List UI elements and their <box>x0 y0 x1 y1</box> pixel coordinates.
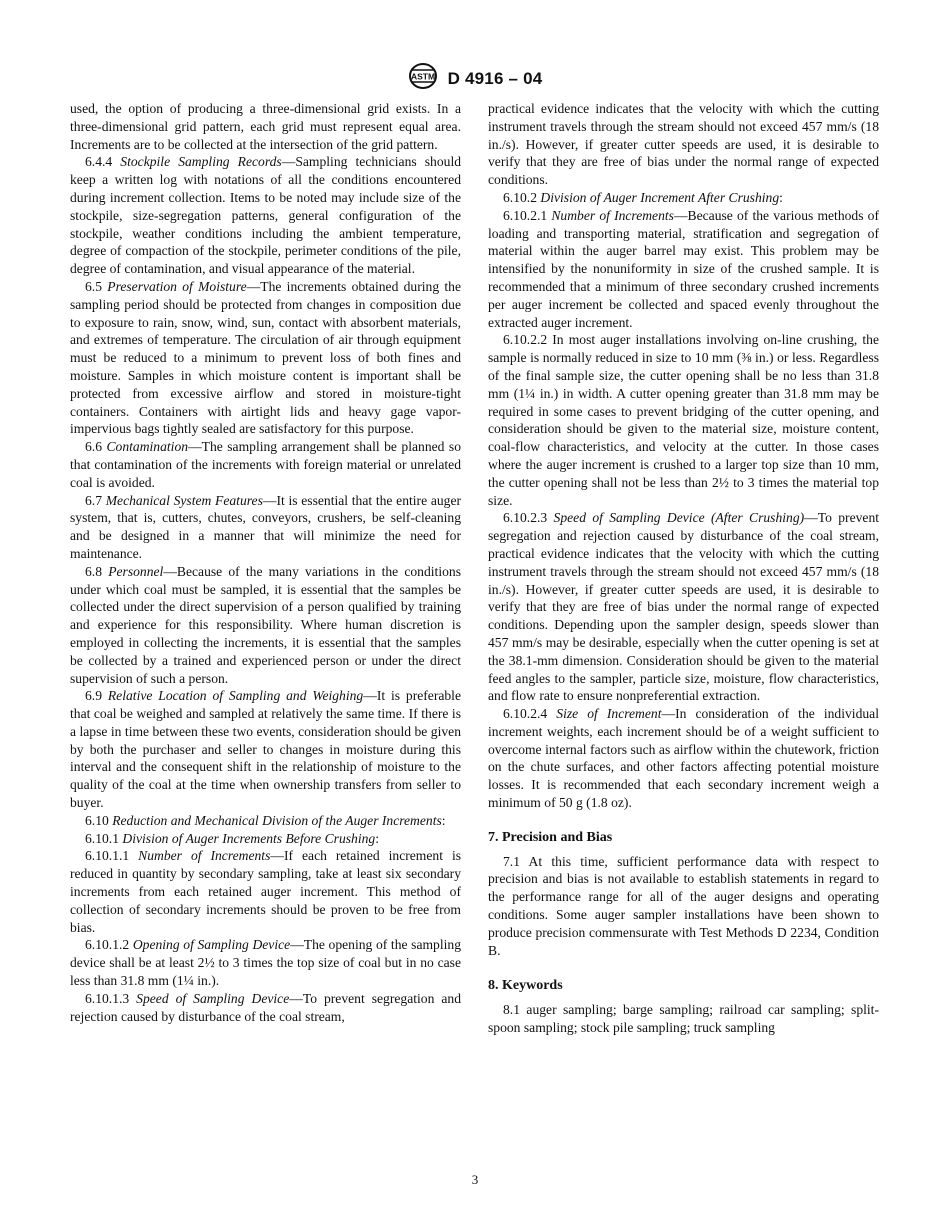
section-text: —It is essential that the entire auger system, that is, cutters, chutes, conveyors, crushers, be self-cleaning and be designed in a manner that will minimize the need for maintenance. <box>70 492 462 561</box>
section-number: 6.7 <box>85 492 102 508</box>
section-number: 6.10.2 <box>503 189 537 205</box>
section-number: 6.10.1.1 <box>85 848 130 864</box>
section-number: 6.8 <box>85 563 102 579</box>
paragraph: practical evidence indicates that the velocity with which the cutting instrument travels through the stream should not exceed 457 mm/s (18 in./s). However, if greater cutter speeds are used, it is desirable to verify that they are free of bias under the normal range of expected conditions. <box>488 101 879 188</box>
section-number: 6.9 <box>85 688 102 704</box>
section-text: —The opening of the sampling device shall be at least 2½ to 3 times the top size of coal but in no case less than 31.8 mm (1¼ in.). <box>70 937 461 989</box>
section-6-10-2-4 <box>488 705 879 812</box>
section-text: At this time, sufficient performance data with respect to precision and bias is not available to establish statements in regard to the performance range for all of the auger designs and operating conditions. Some auger sampler installations have been shown to produce precision commensurate with Test Methods D 2234, Condition B. <box>488 853 879 958</box>
section-text: —Because of the various methods of loading and transporting material, stratification and segregation of material within the auger barrel may exist. This problem may be intensified by the nonuniformity in size of the crushed sample. It is recommended that a minimum of three secondary crushed increments per auger increment be collected and spaced evenly throughout the extracted auger increment. <box>488 207 879 330</box>
section-title: Preservation of Moisture <box>107 278 247 294</box>
section-number: 8.1 <box>503 1002 520 1018</box>
section-6-10-1 <box>70 830 461 848</box>
left-column <box>70 100 461 1025</box>
section-text: —The increments obtained during the sampling period should be protected from changes in composition due to exposure to rain, snow, wind, sun, contact with absorbent materials, and extremes of temperature. The circulation of air through equipment must be reduced to a minimum to prevent loss of both fines and moisture. Samples in which moisture content is important shall be protected from excessive airflow and stored in moisture-tight containers. Containers with airtight lids and heavy gage vapor-impervious bags tightly sealed are satisfactory for this purpose. <box>70 278 461 437</box>
section-text: —Sampling technicians should keep a written log with notations of all the conditions encountered during increment collection. Items to be noted may include size of the stockpile, size-segregation patterns, general configuration of the stockpile, weather conditions including the ambient temperature, degree of compaction of the stockpile, perimeter conditions of the pile, degree of contamination, and visual appearance of the material. <box>70 154 462 277</box>
section-title: Relative Location of Sampling and Weighing <box>107 688 364 704</box>
section-text: auger sampling; barge sampling; railroad car sampling; split-spoon sampling; stock pile sampling; truck sampling <box>488 1002 879 1036</box>
heading-keywords: 8. Keywords <box>488 978 563 994</box>
section-text: —To prevent segregation and rejection caused by disturbance of the coal stream, <box>70 990 461 1024</box>
section-6-10-2-2 <box>488 331 879 509</box>
section-title: Speed of Sampling Device <box>136 990 290 1006</box>
section-number: 6.4.4 <box>85 154 113 170</box>
section-title: Speed of Sampling Device (After Crushing) <box>553 510 805 526</box>
section-number: 6.5 <box>85 278 102 294</box>
section-title: Number of Increments <box>138 848 271 864</box>
section-text: : <box>779 189 783 205</box>
section-title: Number of Increments <box>551 207 674 223</box>
section-number: 6.10.1.2 <box>85 937 130 953</box>
section-text: In most auger installations involving on-line crushing, the sample is normally reduced in size to 10 mm (⅜ in.) or less. Regardless of the final sample size, the cutter opening shall be no less than 31.8 mm (1¼ in.) in width. A cutter opening greater than 31.8 mm may be required in some cases to prevent bridging of the cutter opening, and consideration should be given to the material size, moisture content, coal-flow characteristics, and velocity at the cutter. In those cases where the auger increment is crushed to a larger top size than 10 mm, the cutter opening shall not be less than 2½ to 3 times the material top size. <box>488 332 879 508</box>
section-6-8 <box>70 563 461 688</box>
section-title: Stockpile Sampling Records <box>120 154 282 170</box>
section-8-1 <box>488 1001 879 1037</box>
page-number: 3 <box>471 1172 479 1187</box>
section-title: Opening of Sampling Device <box>132 937 291 953</box>
paragraph: used, the option of producing a three-dimensional grid exists. In a three-dimensional grid pattern, each grid must represent equal area. Increments are to be collected at the intersection of the grid pattern. <box>70 101 461 152</box>
section-text: —To prevent segregation and rejection caused by disturbance of the coal stream, practical evidence indicates that the velocity with which the cutting instrument travels through the stream should not exceed 457 mm/s (18 in./s). However, if greater cutter speeds are used, it is desirable to verify that they are free of bias under the normal range of expected conditions. Depending upon the sampler design, speeds slower than 457 mm/s may be desirable, especially when the cutter opening is set at the 38.1-mm dimension. Consideration should be given to the material feed angles to the sampler, particle size, moisture, flow characteristics, and flow rate to ensure nonpreferential extraction. <box>488 510 880 704</box>
section-6-4-4 <box>70 153 461 278</box>
section-title: Personnel <box>108 563 164 579</box>
section-title: Mechanical System Features <box>105 492 263 508</box>
astm-logo-icon <box>408 62 438 95</box>
section-text: —If each retained increment is reduced in quantity by secondary sampling, take at least six secondary increments from each retained auger increment. This method of collection of secondary increments should be proven to be free from bias. <box>70 848 462 935</box>
section-6-7 <box>70 492 461 563</box>
section-6-10-2 <box>488 189 879 207</box>
section-text: —Because of the many variations in the conditions under which coal must be sampled, it is essential that the samples be collected under the direct supervision of a person qualified by training and experience for this responsibility. Where human discretion is employed in collecting the increments, it is essential that the samples be collected by a trained and experienced person or under the direct supervision of such a person. <box>70 563 461 686</box>
section-7-1 <box>488 853 879 960</box>
logo-text: ASTM <box>410 71 435 82</box>
section-text: —In consideration of the individual increment weights, each increment should be of a weight sufficient to overcome internal factors such as airflow within the chutework, friction on the chute surfaces, and other factors affecting potential moisture losses. It is recommended that each secondary increment weigh a minimum of 50 g (1.8 oz). <box>488 706 879 811</box>
section-6-10-2-3 <box>488 509 879 705</box>
heading-precision-and-bias: 7. Precision and Bias <box>488 829 613 845</box>
section-6-5 <box>70 278 461 438</box>
page-header <box>0 62 950 95</box>
section-text: : <box>441 812 446 828</box>
section-number: 7.1 <box>503 853 520 869</box>
section-number: 6.10.2.4 <box>503 706 548 722</box>
section-6-10 <box>70 812 461 830</box>
section-6-10-1-3 <box>70 990 461 1026</box>
section-text: : <box>375 830 380 846</box>
section-6-10-1-2 <box>70 936 461 989</box>
section-number: 6.10.1 <box>85 830 119 846</box>
section-number: 6.10.2.3 <box>503 510 548 526</box>
section-title: Division of Auger Increment After Crushing <box>540 189 780 205</box>
section-number: 6.10 <box>85 812 109 828</box>
standard-designation: D 4916 – 04 <box>447 68 543 88</box>
section-6-10-2-1 <box>488 207 879 332</box>
section-number: 6.10.2.2 <box>503 332 548 348</box>
section-6-9 <box>70 687 461 812</box>
section-title: Division of Auger Increments Before Crushing <box>122 830 376 846</box>
right-column <box>488 100 879 1037</box>
section-number: 6.6 <box>85 439 102 455</box>
section-number: 6.10.2.1 <box>503 207 548 223</box>
section-6-6 <box>70 438 461 491</box>
section-6-10-1-1 <box>70 847 461 936</box>
section-number: 6.10.1.3 <box>85 990 130 1006</box>
section-text: —The sampling arrangement shall be planned so that contamination of the increments with foreign material or unrelated coal is avoided. <box>70 439 462 490</box>
section-title: Size of Increment <box>556 706 662 722</box>
section-title: Reduction and Mechanical Division of the Auger Increments <box>112 812 442 828</box>
section-text: —It is preferable that coal be weighed and sampled at relatively the same time. If there is a lapse in time between these two events, consideration should be given by both the purchaser and seller to changes in moisture during this interval and the consequent shift in the relationship of moisture to the quality of the coal at the time when ownership transfers from seller to buyer. <box>70 688 461 811</box>
section-title: Contamination <box>106 439 189 455</box>
